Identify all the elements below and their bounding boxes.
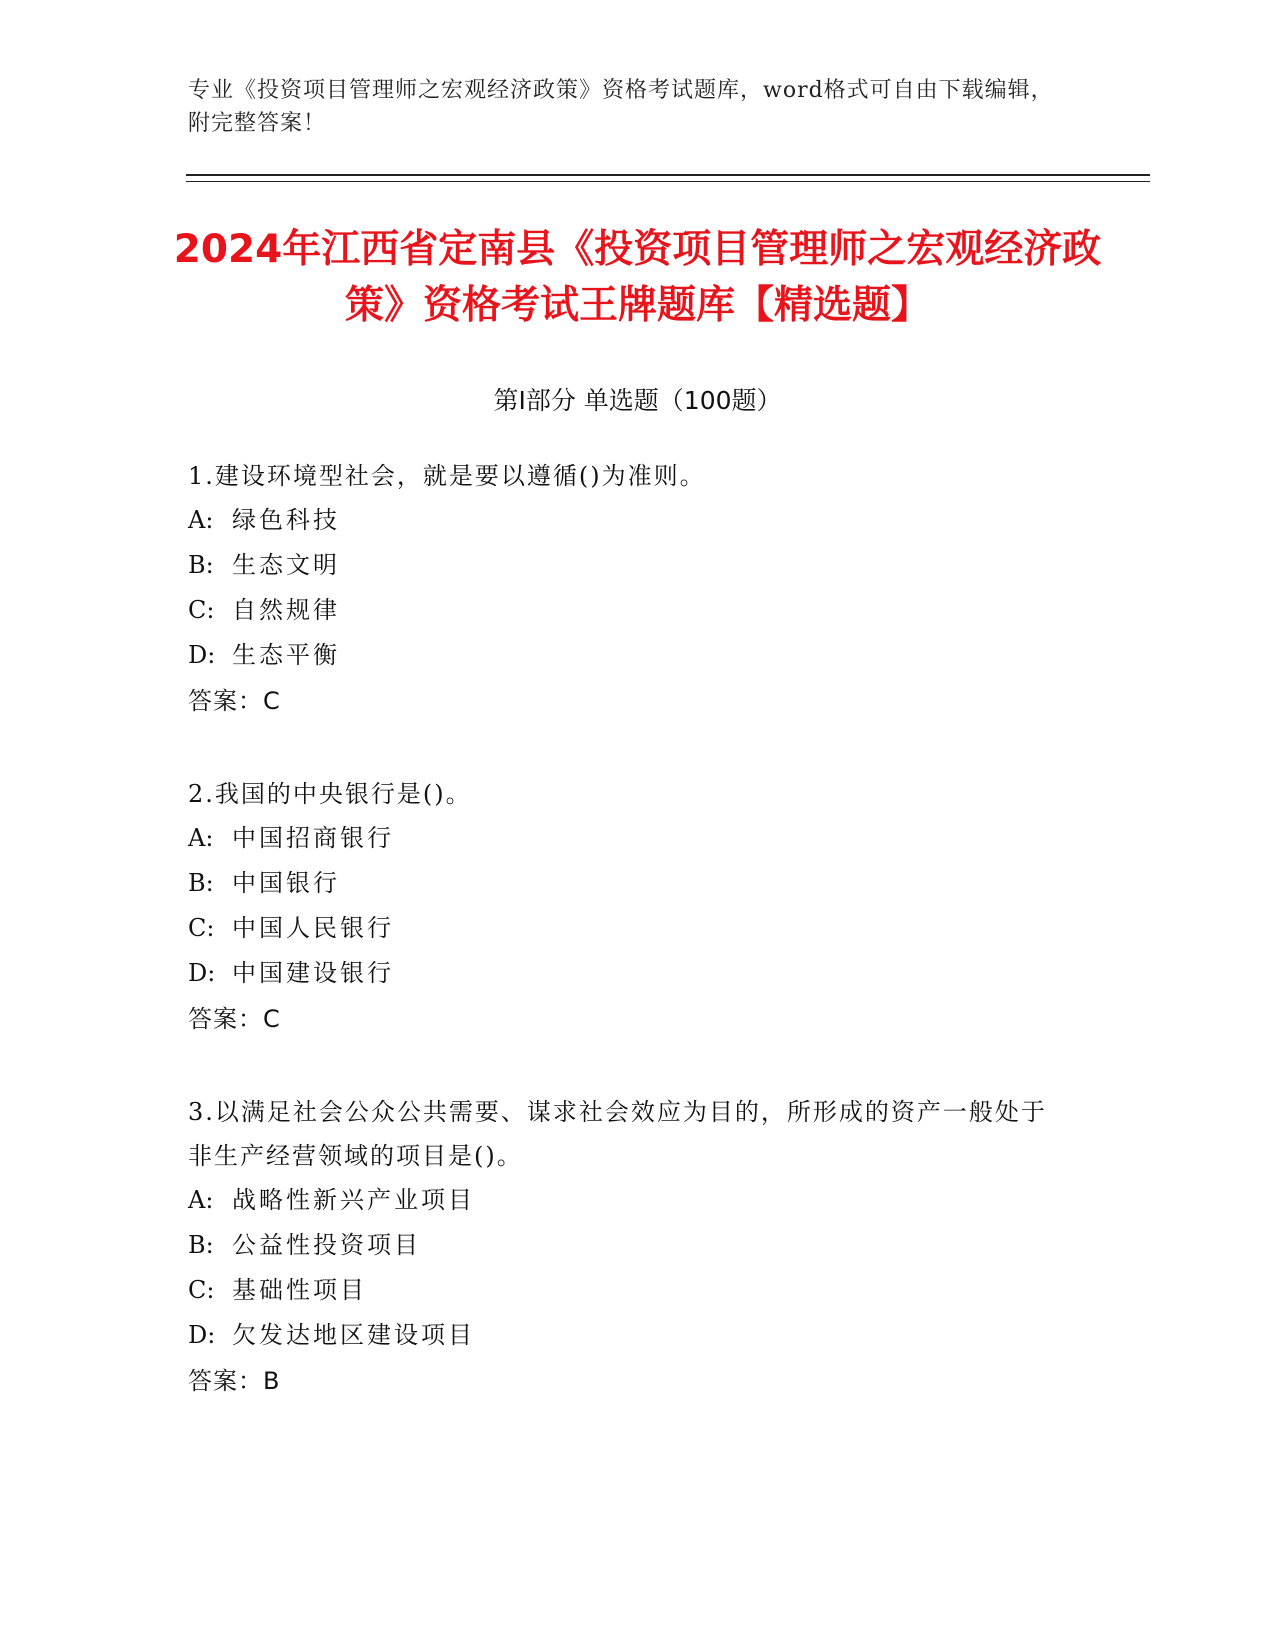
option-text: 欠发达地区建设项目 [232,1321,475,1349]
question-3 [188,1090,1068,1404]
option-letter: B: [188,551,214,579]
option-letter: D: [188,959,216,987]
option-letter: C: [188,914,215,942]
option-letter: D: [188,641,216,669]
header-note: 专业《投资项目管理师之宏观经济政策》资格考试题库，word格式可自由下载编辑，附完整答案！ [188,78,1054,136]
answer: 答案：B [188,1367,281,1395]
option-text: 生态平衡 [232,641,340,669]
option-letter: B: [188,869,214,897]
option-letter: A: [188,824,214,852]
option-letter: C: [188,1276,215,1304]
header-divider-thin [186,181,1150,182]
option-b [188,1223,1068,1268]
question-stem: 3.以满足社会公众公共需要、谋求社会效应为目的，所形成的资产一般处于非生产经营领域的项目是()。 [188,1098,1047,1170]
answer: 答案：C [188,687,281,715]
option-letter: A: [188,1186,214,1214]
header-divider-thick [186,174,1150,176]
document-title: 2024年江西省定南县《投资项目管理师之宏观经济政策》资格考试王牌题库【精选题】 [173,227,1102,328]
option-text: 中国招商银行 [232,824,394,852]
question-1 [188,454,1068,724]
option-a [188,498,1068,543]
option-c [188,906,1068,951]
question-stem: 2.我国的中央银行是()。 [188,780,472,808]
option-letter: B: [188,1231,214,1259]
option-d [188,951,1068,996]
option-a [188,816,1068,861]
question-2 [188,772,1068,1042]
option-c [188,588,1068,633]
option-text: 中国建设银行 [232,959,394,987]
option-b [188,861,1068,906]
option-text: 战略性新兴产业项目 [232,1186,475,1214]
option-text: 绿色科技 [232,506,340,534]
answer: 答案：C [188,1005,281,1033]
option-c [188,1268,1068,1313]
option-text: 生态文明 [232,551,340,579]
option-b [188,543,1068,588]
option-letter: C: [188,596,215,624]
section-heading: 第Ⅰ部分 单选题（100题） [493,386,782,415]
option-text: 公益性投资项目 [232,1231,421,1259]
option-letter: A: [188,506,214,534]
option-text: 基础性项目 [232,1276,367,1304]
option-d [188,633,1068,678]
question-stem: 1.建设环境型社会，就是要以遵循()为准则。 [188,462,706,490]
option-text: 中国银行 [232,869,340,897]
option-a [188,1178,1068,1223]
option-letter: D: [188,1321,216,1349]
option-text: 中国人民银行 [232,914,394,942]
option-text: 自然规律 [232,596,340,624]
option-d [188,1313,1068,1358]
